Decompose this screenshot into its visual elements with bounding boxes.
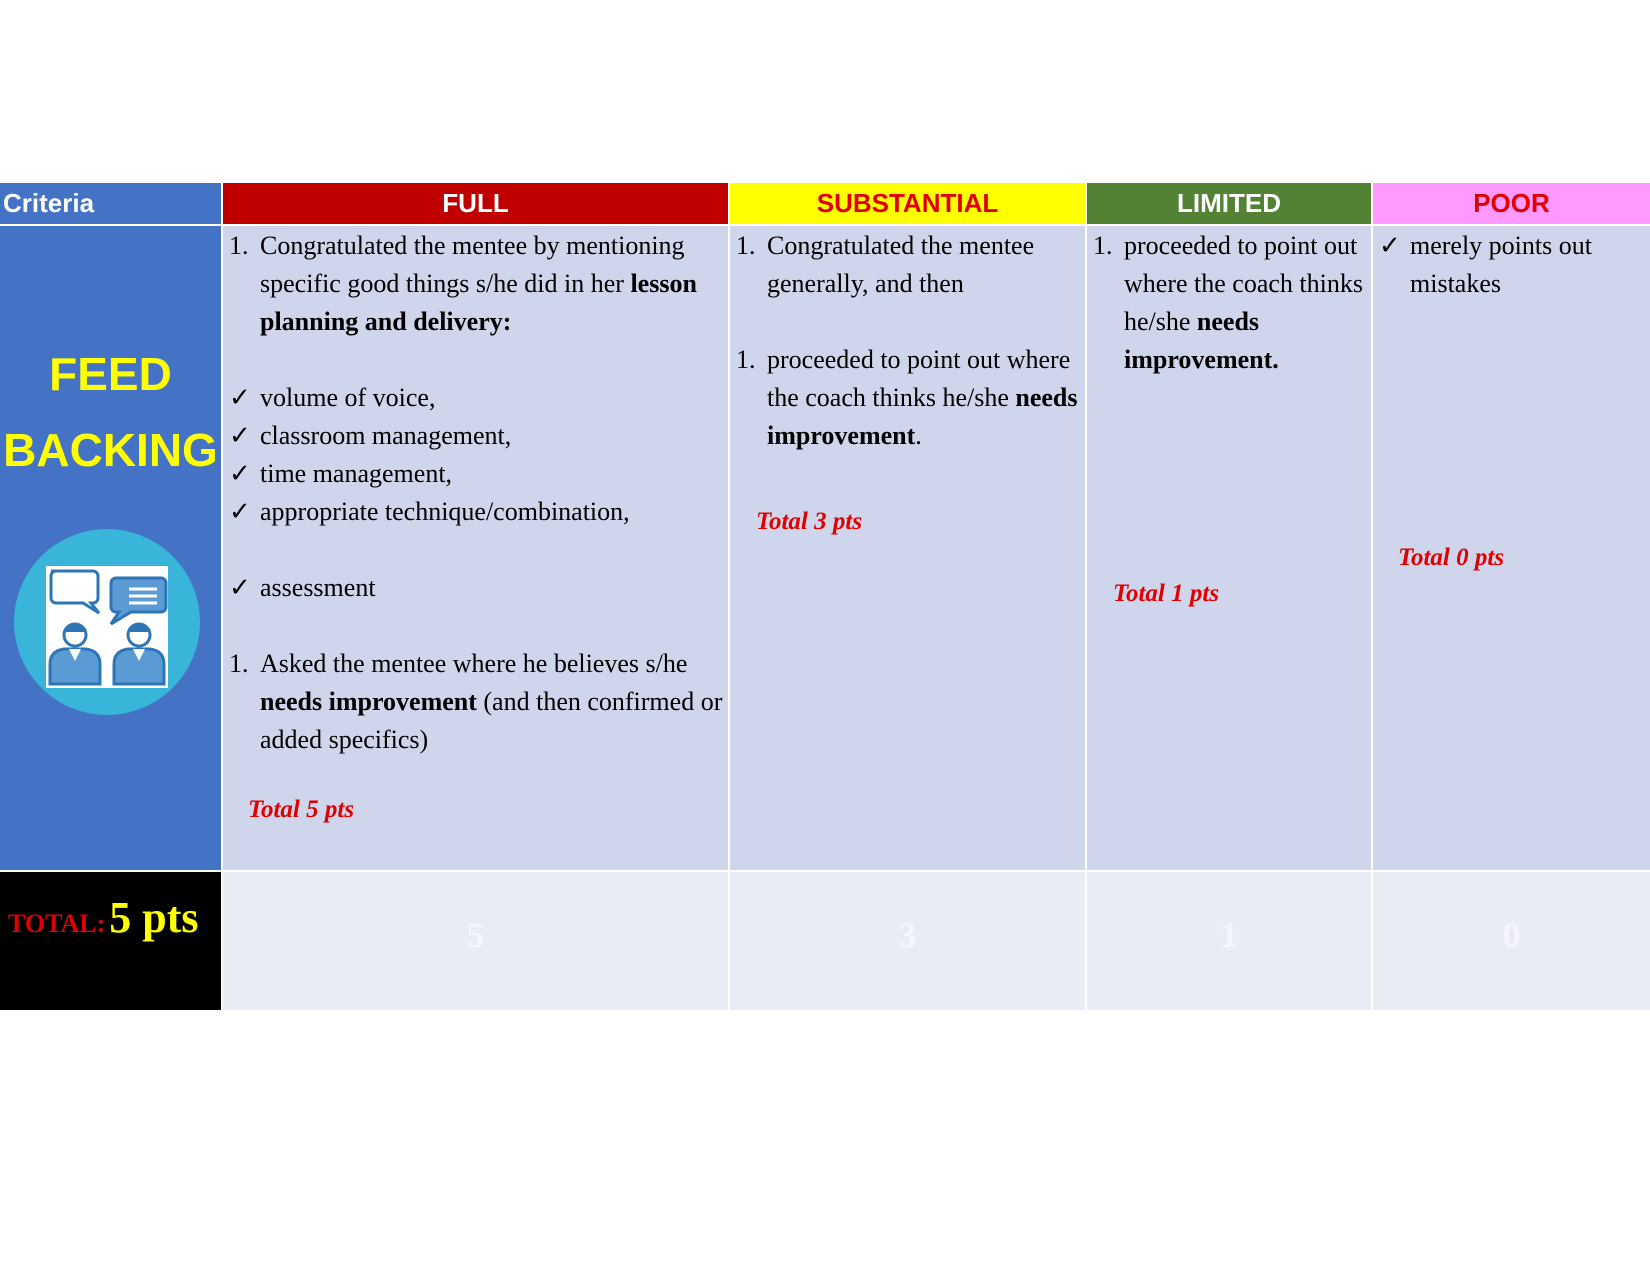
- total-score-label: TOTAL:: [8, 909, 106, 938]
- list-number: 1.: [736, 231, 756, 260]
- substantial-item-1-text: Congratulated the mentee generally, and then: [767, 231, 1035, 298]
- full-check-text: time management,: [260, 459, 453, 488]
- check-icon: ✓: [229, 421, 251, 450]
- header-full: FULL: [223, 183, 728, 224]
- full-item-2-bold: needs improvement: [260, 687, 477, 716]
- full-check-text: appropriate technique/combination,: [260, 497, 630, 526]
- check-icon: ✓: [229, 573, 251, 602]
- full-check-3: [229, 455, 724, 493]
- criterion-title-line2: BACKING: [3, 424, 218, 476]
- full-cell: [223, 226, 728, 870]
- limited-cell: [1087, 226, 1371, 870]
- full-item-2-post: (and then confirmed or added specifics): [260, 687, 723, 754]
- full-check-text: assessment: [260, 573, 376, 602]
- full-item-2-pre: Asked the mentee where he believes s/he: [260, 649, 688, 678]
- totals-row: [0, 872, 1650, 1010]
- substantial-total-label: Total 3 pts: [756, 508, 863, 535]
- full-check-text: classroom management,: [260, 421, 512, 450]
- check-icon: ✓: [229, 497, 251, 526]
- limited-total-label: Total 1 pts: [1113, 580, 1220, 607]
- full-item-1-bold: lesson planning and delivery:: [260, 269, 697, 336]
- check-icon: ✓: [229, 459, 251, 488]
- check-icon: ✓: [1379, 231, 1401, 260]
- substantial-cell: [730, 226, 1085, 870]
- poor-cell: [1373, 226, 1650, 870]
- limited-item-1-pre: proceeded to point out where the coach thinks he/she: [1124, 231, 1363, 336]
- substantial-item-1: [736, 227, 1081, 303]
- full-item-1-text: Congratulated the mentee by mentioning specific good things s/he did in her: [260, 231, 685, 298]
- list-number: 1.: [1093, 231, 1113, 260]
- substantial-item-2-post: .: [915, 421, 922, 450]
- poor-total-label: Total 0 pts: [1398, 544, 1505, 571]
- check-icon: ✓: [229, 383, 251, 412]
- list-number: 1.: [736, 345, 756, 374]
- limited-item-1-bold: needs improvement.: [1124, 307, 1279, 374]
- full-check-text: volume of voice,: [260, 383, 436, 412]
- total-limited-cell: [1087, 872, 1371, 1010]
- total-limited-points: 1: [1220, 915, 1238, 955]
- header-row: [0, 183, 1650, 224]
- full-total-label: Total 5 pts: [248, 796, 355, 823]
- full-check-4: [229, 493, 724, 531]
- poor-check-1: [1379, 227, 1646, 303]
- header-criteria: Criteria: [0, 183, 221, 224]
- total-full-cell: [223, 872, 728, 1010]
- header-substantial: SUBSTANTIAL: [730, 183, 1085, 224]
- full-item-1: [229, 227, 724, 341]
- total-poor-points: 0: [1502, 915, 1521, 955]
- substantial-item-2: [736, 341, 1081, 455]
- criterion-title-line1: FEED: [49, 348, 172, 400]
- limited-item-1: [1093, 227, 1367, 379]
- total-score: [8, 892, 199, 943]
- header-poor: POOR: [1373, 183, 1650, 224]
- feedback-conversation-icon: [14, 529, 200, 715]
- criterion-cell: [0, 226, 221, 870]
- header-limited: LIMITED: [1087, 183, 1371, 224]
- full-item-2: [229, 645, 724, 759]
- total-score-value: 5 pts: [109, 893, 199, 942]
- list-number: 1.: [229, 649, 249, 678]
- total-poor-cell: [1373, 872, 1650, 1010]
- total-score-cell: [0, 872, 221, 1010]
- substantial-item-2-bold: needs improvement: [767, 383, 1078, 450]
- criterion-title: [0, 336, 221, 488]
- full-check-1: [229, 379, 724, 417]
- total-full-points: 5: [466, 915, 485, 955]
- full-check-2: [229, 417, 724, 455]
- total-substantial-points: 3: [898, 915, 917, 955]
- criterion-row: [0, 226, 1650, 870]
- substantial-item-2-pre: proceeded to point out where the coach thinks he/she: [767, 345, 1071, 412]
- list-number: 1.: [229, 231, 249, 260]
- full-check-5: [229, 569, 724, 607]
- poor-check-text: merely points out mistakes: [1410, 231, 1592, 298]
- total-substantial-cell: [730, 872, 1085, 1010]
